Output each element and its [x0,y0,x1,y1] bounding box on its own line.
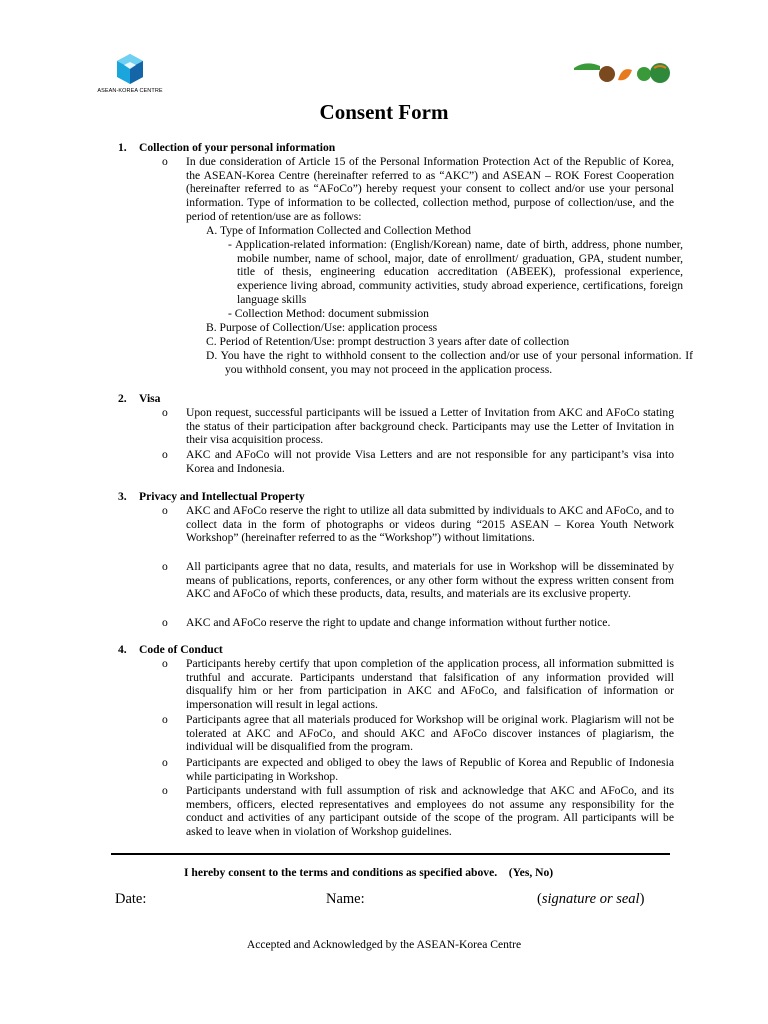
divider-line [111,853,670,855]
section-3-heading: 3. Privacy and Intellectual Property [118,490,305,503]
section-1-item-a: A. Type of Information Collected and Collection Method [206,224,471,237]
bullet: o [162,406,168,419]
section-1-paragraph: In due consideration of Article 15 of the Personal Information Protection Act of the Republic of Korea, the ASEAN-Korea Centre (hereinafter referred to as “AKC”) and ASEAN – ROK Forest Cooperation (hereinafter referred to as “AFoCo”) hereby request your consent to collect and/or use your personal information. Type of information to be collected, collection method, purpose of collection/use, and the period of retention/use are as follows: [186,155,674,223]
akc-logo [94,52,166,94]
bullet: o [162,784,168,797]
akc-cube-icon [113,52,147,86]
bullet: o [162,155,168,168]
bullet: o [162,713,168,726]
section-1-item-a1: - Application-related information: (English/Korean) name, date of birth, address, phone number, mobile number, name of school, major, date of enrollment/ graduation, GPA, student number, title of thesis, engineering education accreditation (ABEEK), professional experience, experience living abroad, community activities, study abroad experience, certifications, foreign language skills [228,238,683,306]
section-2-paragraph-2: AKC and AFoCo will not provide Visa Letters and are not responsible for any participant’s visa into Korea and Indonesia. [186,448,674,475]
section-1-item-c: C. Period of Retention/Use: prompt destruction 3 years after date of collection [206,335,570,348]
bullet: o [162,504,168,517]
bullet: o [162,657,168,670]
section-3-paragraph-2: All participants agree that no data, results, and materials for use in Workshop will be disseminated by means of publications, reports, conferences, or any other form without the express written consent from AKC and AFoCo of which these products, data, results, and materials are its exclusive property. [186,560,674,601]
section-1-item-d: D. You have the right to withhold consent to the collection and/or use of your personal information. If you withhold consent, you may not proceed in the application process. [206,349,693,376]
bullet: o [162,616,168,629]
bullet: o [162,756,168,769]
section-2-heading: 2. Visa [118,392,161,405]
section-1-item-b: B. Purpose of Collection/Use: application process [206,321,438,334]
section-4-heading: 4. Code of Conduct [118,643,223,656]
date-label: Date: [115,891,147,907]
section-3-paragraph-3: AKC and AFoCo reserve the right to update and change information without further notice. [186,616,611,629]
bullet: o [162,448,168,461]
afoco-leaf-icon [574,60,672,86]
section-3-paragraph-1: AKC and AFoCo reserve the right to utilize all data submitted by individuals to AKC and AFoCo, and to collect data in the form of photographs or videos during “2015 ASEAN – Korea Youth Network Workshop” (hereinafter referred to as the “Workshop”) without limitations. [186,504,674,545]
footer-acknowledgement: Accepted and Acknowledged by the ASEAN-Korea Centre [246,938,522,951]
name-label: Name: [326,891,365,907]
section-1-item-a2: - Collection Method: document submission [228,307,429,320]
section-4-paragraph-3: Participants are expected and obliged to obey the laws of Republic of Korea and Republic of Indonesia while participating in Workshop. [186,756,674,783]
page-title: Consent Form [319,100,449,124]
section-1-heading: 1. Collection of your personal information [118,141,336,154]
afoco-logo [574,60,672,91]
bullet: o [162,560,168,573]
section-2-paragraph-1: Upon request, successful participants will be issued a Letter of Invitation from AKC and AFoCo stating the status of their participation after background check. Participants may use the Letter of Invitation in their visa acquisition process. [186,406,674,447]
akc-caption: ASEAN-KOREA CENTRE [97,88,163,94]
section-4-paragraph-1: Participants hereby certify that upon completion of the application process, all information submitted is truthful and accurate. Participants understand that falsification of any information provided will disqualify him or her from participation in AKC and AFoCo, and falsification of information or impersonation will result in legal actions. [186,657,674,712]
section-4-paragraph-4: Participants understand with full assumption of risk and acknowledge that AKC and AFoCo, and its members, officers, elected representatives and employees do not assume any responsibility for the conduct and activities of any participant outside of the scope of the program. All participants will be asked to leave when in violation of Workshop guidelines. [186,784,674,839]
consent-statement: I hereby consent to the terms and conditions as specified above. (Yes, No) [184,866,554,879]
section-4-paragraph-2: Participants agree that all materials produced for Workshop will be original work. Plagiarism will not be tolerated at AKC and AFoCo, and should AKC and AFoCo discover instances of plagiarism, the individual will be disqualified from the program. [186,713,674,754]
signature-label: (signature or seal) [537,891,645,907]
consent-options[interactable]: (Yes, No) [508,866,554,879]
